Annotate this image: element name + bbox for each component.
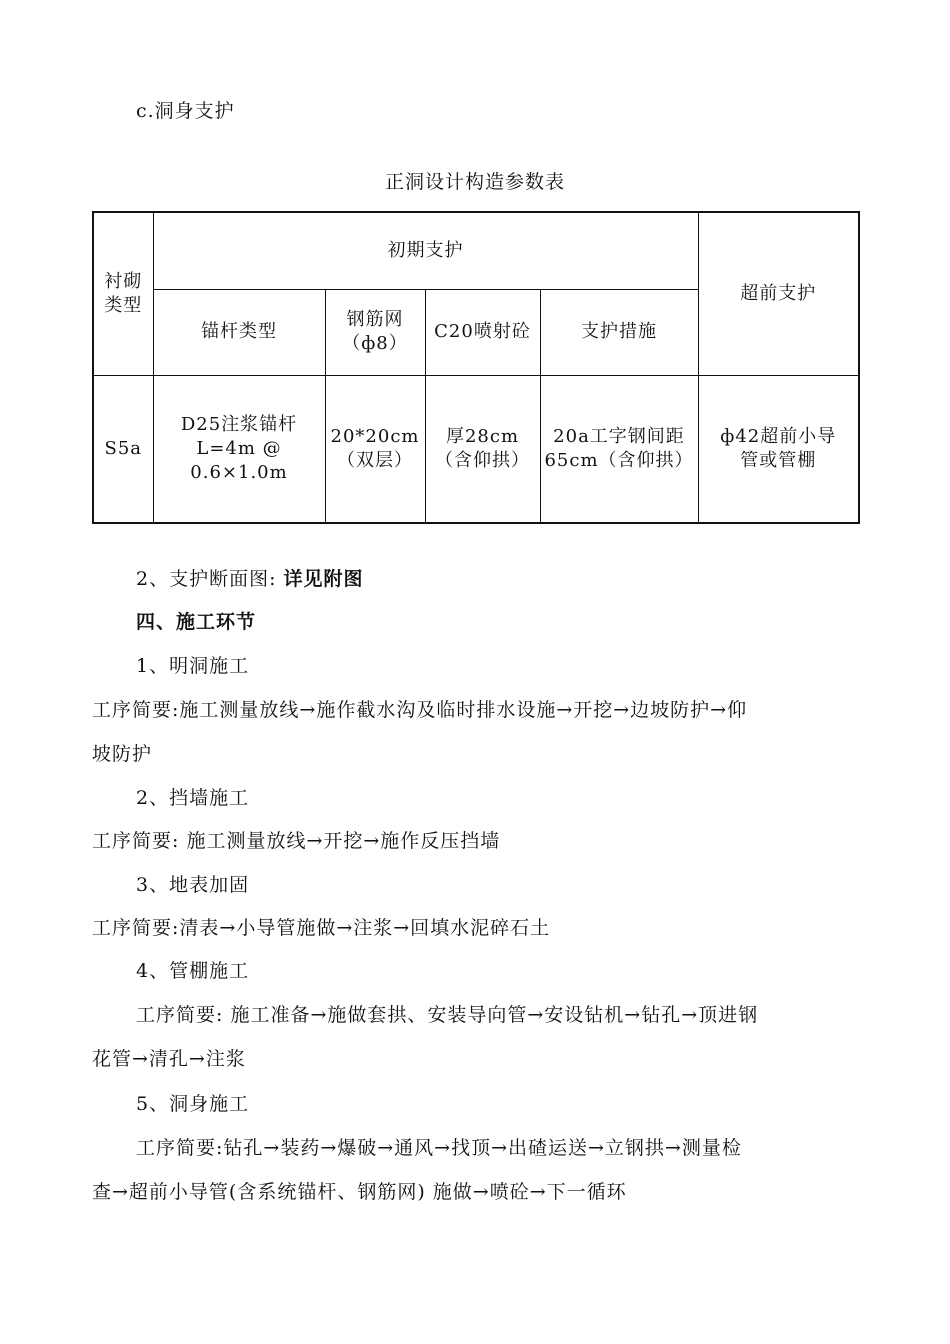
cell-advance-line2: 管或管棚 — [740, 449, 817, 471]
cell-measures-line1: 20a工字钢间距 — [553, 425, 685, 447]
cell-bolt — [153, 375, 325, 523]
cell-mesh-line2: （双层） — [337, 449, 413, 471]
header-mesh-line2: （ф8） — [342, 333, 408, 354]
step-4-text-line1: 工序简要: 施工准备→施做套拱、安装导向管→安设钻机→钻孔→顶进钢 — [136, 1004, 759, 1026]
cell-mesh-line1: 20*20cm — [330, 425, 420, 447]
step-3-text: 工序简要:清表→小导管施做→注浆→回填水泥碎石土 — [92, 917, 551, 939]
step-1-text-line1: 工序简要:施工测量放线→施作截水沟及临时排水设施→开挖→边坡防护→仰 — [92, 699, 748, 721]
header-lining-line2: 类型 — [104, 294, 143, 316]
cell-measures-line2: 65cm（含仰拱） — [544, 449, 694, 471]
cell-support-measures — [540, 375, 698, 523]
header-lining-type — [93, 212, 153, 375]
cell-advance-support — [698, 375, 859, 523]
step-1-text-line2: 坡防护 — [92, 743, 153, 765]
header-advance-support: 超前支护 — [698, 212, 859, 375]
section-c-heading: c.洞身支护 — [136, 100, 235, 122]
step-4-text-line2: 花管→清孔→注浆 — [92, 1048, 246, 1070]
step-5-text-line1: 工序简要:钻孔→装药→爆破→通风→找顶→出碴运送→立钢拱→测量检 — [136, 1137, 742, 1159]
cell-bolt-line1: D25注浆锚杆 — [180, 413, 298, 435]
header-support-measures: 支护措施 — [540, 289, 698, 375]
header-steel-mesh — [325, 289, 425, 375]
cell-shotcrete-line1: 厚28cm — [445, 425, 520, 447]
parameter-table — [92, 211, 860, 524]
step-2-text: 工序简要: 施工测量放线→开挖→施作反压挡墙 — [92, 830, 501, 852]
header-mesh-line1: 钢筋网 — [346, 309, 404, 330]
step-4-title: 4、管棚施工 — [136, 960, 250, 982]
cell-lining-type: S5a — [93, 375, 153, 523]
step-5-title: 5、洞身施工 — [136, 1093, 250, 1115]
header-shotcrete: C20喷射砼 — [425, 289, 540, 375]
section-2-bold-text: 详见附图 — [283, 568, 364, 590]
header-initial-support: 初期支护 — [153, 212, 698, 289]
cell-advance-line1: ф42超前小导 — [720, 425, 837, 447]
cell-shotcrete — [425, 375, 540, 523]
header-bolt-type: 锚杆类型 — [153, 289, 325, 375]
cell-bolt-line3: 0.6×1.0m — [190, 461, 288, 483]
step-2-title: 2、挡墙施工 — [136, 787, 250, 809]
cell-mesh — [325, 375, 425, 523]
cell-bolt-line2: L=4m @ — [196, 437, 282, 459]
step-1-title: 1、明洞施工 — [136, 655, 250, 677]
step-3-title: 3、地表加固 — [136, 874, 250, 896]
section-4-title: 四、施工环节 — [136, 611, 257, 633]
section-2-line — [136, 567, 364, 591]
step-5-text-line2: 查→超前小导管(含系统锚杆、钢筋网) 施做→喷砼→下一循环 — [92, 1181, 627, 1203]
table-title: 正洞设计构造参数表 — [384, 171, 565, 193]
header-lining-line1: 衬砌 — [104, 270, 143, 292]
section-2-prefix: 2、支护断面图: — [136, 568, 284, 590]
cell-shotcrete-line2: （含仰拱） — [435, 449, 530, 471]
